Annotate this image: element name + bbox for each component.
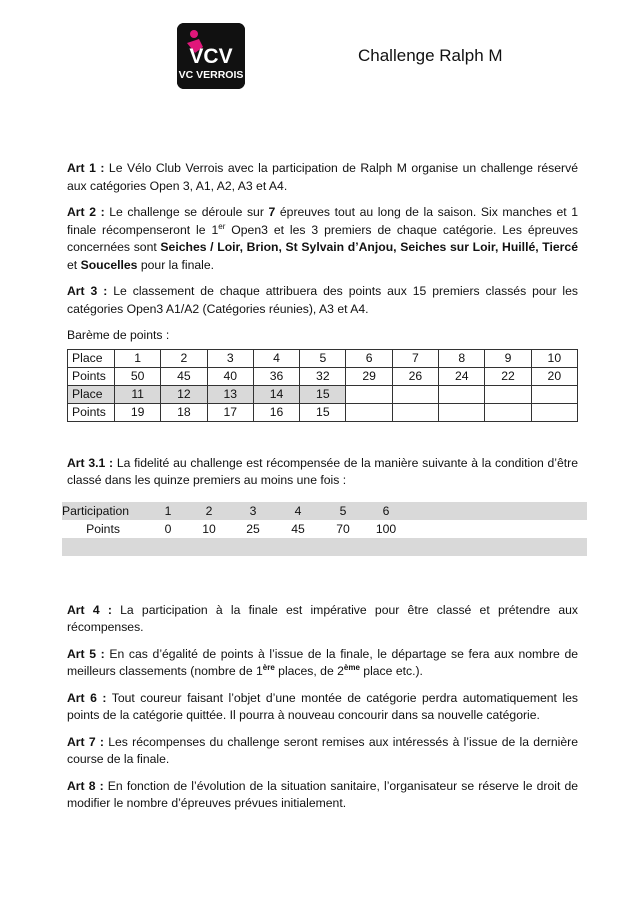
fidelite-participation-label: Participation xyxy=(62,503,130,518)
fidelite-row-points xyxy=(62,520,587,538)
article-3-label: Art 3 : xyxy=(67,284,108,298)
table-cell: 12 xyxy=(161,385,207,403)
article-2-bold-1: 7 xyxy=(268,205,276,219)
fidelite-points-label: Points xyxy=(86,521,120,536)
bareme-points-label: Points xyxy=(68,403,115,421)
table-cell: 22 xyxy=(485,367,531,385)
table-cell: 36 xyxy=(253,367,299,385)
table-cell-empty xyxy=(485,385,531,403)
article-5-text-1: En cas d’égalité de points à l’issue de la finale, le départage se fera aux nombre de meilleurs classements (nombre de 1 xyxy=(67,646,578,678)
table-cell: 10 xyxy=(531,349,577,367)
table-cell: 10 xyxy=(202,521,216,536)
page-title: Challenge Ralph M xyxy=(358,46,503,65)
bareme-row-place-2 xyxy=(68,385,578,403)
article-5 xyxy=(67,646,578,681)
bareme-row-points-1 xyxy=(68,367,578,385)
table-cell: 17 xyxy=(207,403,253,421)
bareme-caption: Barème de points : xyxy=(67,328,170,342)
table-cell: 7 xyxy=(392,349,438,367)
article-2-text-5: pour la finale. xyxy=(137,257,215,272)
table-cell: 3 xyxy=(207,349,253,367)
article-1-text: Le Vélo Club Verrois avec la participation de Ralph M organise un challenge réservé aux catégories Open 3, A1, A2, A3 et A4. xyxy=(67,161,578,193)
table-cell: 0 xyxy=(164,521,172,536)
article-5-text-2: places, de 2 xyxy=(274,664,344,678)
table-cell-empty xyxy=(439,385,485,403)
table-cell: 16 xyxy=(253,403,299,421)
table-cell-empty xyxy=(346,385,392,403)
article-6-label: Art 6 : xyxy=(67,690,107,705)
rules-body xyxy=(62,160,579,822)
article-5-sup-2: ème xyxy=(343,662,360,672)
article-2-label: Art 2 : xyxy=(67,205,105,219)
table-cell: 6 xyxy=(346,349,392,367)
club-logo-graphic xyxy=(177,23,245,89)
table-cell: 9 xyxy=(485,349,531,367)
table-cell: 13 xyxy=(207,385,253,403)
table-cell: 32 xyxy=(300,367,346,385)
table-cell: 14 xyxy=(253,385,299,403)
article-3-1-text: La fidelité au challenge est récompensée de la manière suivante à la condition d’être classé dans les quinze premiers au moins une fois : xyxy=(67,455,578,487)
table-cell-empty xyxy=(392,403,438,421)
article-3 xyxy=(67,283,578,318)
table-cell: 50 xyxy=(115,367,161,385)
table-cell: 45 xyxy=(291,521,305,536)
table-cell: 15 xyxy=(300,385,346,403)
fidelite-row-blank xyxy=(62,538,587,556)
table-cell: 40 xyxy=(207,367,253,385)
table-cell: 5 xyxy=(300,349,346,367)
table-cell: 8 xyxy=(439,349,485,367)
article-2-text-3: Open3 et les 3 premiers de chaque catégorie. Les épreuves concernées sont xyxy=(67,222,578,254)
article-2-final-venue: Soucelles xyxy=(80,257,138,272)
article-4-text: La participation à la finale est impérative pour être classé et prétendre aux récompenses. xyxy=(67,602,578,634)
table-cell: 100 xyxy=(375,521,397,536)
table-cell: 2 xyxy=(161,349,207,367)
table-cell: 70 xyxy=(336,521,350,536)
table-cell-empty xyxy=(392,385,438,403)
article-8-text: En fonction de l’évolution de la situation sanitaire, l’organisateur se réserve le droit de modifier le nombre d’épreuves prévues initialement. xyxy=(67,778,578,810)
fidelite-table xyxy=(62,502,587,556)
table-cell: 29 xyxy=(346,367,392,385)
table-cell-empty xyxy=(531,385,577,403)
article-8-label: Art 8 : xyxy=(67,778,104,793)
table-cell-empty xyxy=(439,403,485,421)
article-6-text: Tout coureur faisant l’objet d’une montée de catégorie perdra automatiquement les points de la catégorie quittée. Il pourra à nouveau concourir dans sa nouvelle catégorie. xyxy=(67,690,578,722)
table-cell: 20 xyxy=(531,367,577,385)
article-3-text: Le classement de chaque attribuera des points aux 15 premiers classés pour les catégories Open3 A1/A2 (Catégories réunies), A3 et A4. xyxy=(67,284,579,316)
table-cell: 11 xyxy=(115,385,161,403)
table-cell: 3 xyxy=(249,503,257,518)
bareme-table xyxy=(67,349,578,422)
table-cell: 6 xyxy=(382,503,390,518)
table-cell: 24 xyxy=(439,367,485,385)
table-cell: 5 xyxy=(339,503,347,518)
article-1 xyxy=(67,160,578,195)
table-cell: 45 xyxy=(161,367,207,385)
table-cell-empty xyxy=(485,403,531,421)
article-7-label: Art 7 : xyxy=(67,734,104,749)
fidelite-row-participation xyxy=(62,502,587,520)
table-cell: 4 xyxy=(294,503,302,518)
article-1-label: Art 1 : xyxy=(67,161,105,175)
table-cell-empty xyxy=(346,403,392,421)
article-4 xyxy=(67,602,578,637)
table-cell: 1 xyxy=(115,349,161,367)
table-cell: 19 xyxy=(115,403,161,421)
table-cell: 26 xyxy=(392,367,438,385)
article-6 xyxy=(67,690,578,725)
table-cell: 18 xyxy=(161,403,207,421)
table-cell: 1 xyxy=(164,503,172,518)
article-7-text: Les récompenses du challenge seront remises aux intéressés à l’issue de la dernière course de la finale. xyxy=(67,734,578,766)
article-2-text-4: et xyxy=(67,257,81,272)
article-5-text-3: place etc.). xyxy=(359,664,423,678)
table-cell: 15 xyxy=(300,403,346,421)
table-cell: 25 xyxy=(246,521,260,536)
cyclist-head-icon xyxy=(190,30,198,38)
article-2-text-1: Le challenge se déroule sur xyxy=(104,205,269,219)
bareme-points-label: Points xyxy=(68,367,115,385)
article-7 xyxy=(67,734,578,769)
article-3-1 xyxy=(67,455,578,490)
logo-text-top: VCV xyxy=(189,45,233,68)
article-5-label: Art 5 : xyxy=(67,646,105,661)
article-4-label: Art 4 : xyxy=(67,602,112,617)
article-5-sup-1: ère xyxy=(262,662,275,672)
table-cell-empty xyxy=(531,403,577,421)
article-8 xyxy=(67,778,578,813)
bareme-row-points-2 xyxy=(68,403,578,421)
article-2-text-2: épreuves tout au long de la saison. Six manches et 1 finale récompenseront le 1 xyxy=(67,205,578,237)
article-2-venues: Seiches / Loir, Brion, St Sylvain d’Anjou, Seiches sur Loir, Huillé, Tiercé xyxy=(160,240,578,254)
article-3-1-label: Art 3.1 : xyxy=(67,455,114,470)
club-logo xyxy=(177,23,245,89)
logo-text-bottom: VC VERROIS xyxy=(178,69,244,81)
article-2 xyxy=(67,204,578,274)
table-cell: 2 xyxy=(205,503,213,518)
bareme-row-place-1 xyxy=(68,349,578,367)
bareme-place-label: Place xyxy=(68,349,115,367)
bareme-place-label: Place xyxy=(68,385,115,403)
article-2-sup: er xyxy=(218,221,226,231)
table-cell: 4 xyxy=(253,349,299,367)
